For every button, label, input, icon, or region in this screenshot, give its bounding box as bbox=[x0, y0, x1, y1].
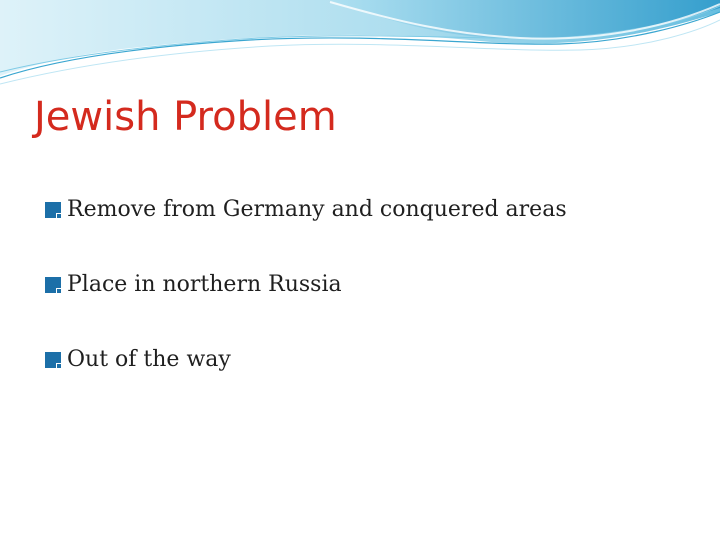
q-square-bullet-icon bbox=[44, 192, 66, 228]
bullet-text: Out of the way bbox=[67, 347, 231, 372]
bullet-list bbox=[44, 192, 567, 417]
slide-title: Jewish Problem bbox=[34, 94, 337, 140]
bullet-item bbox=[44, 342, 567, 417]
bullet-item bbox=[44, 192, 567, 267]
bullet-item bbox=[44, 267, 567, 342]
bullet-text: Remove from Germany and conquered areas bbox=[67, 197, 567, 222]
q-square-bullet-icon bbox=[44, 267, 66, 303]
q-square-bullet-icon bbox=[44, 342, 66, 378]
bullet-text: Place in northern Russia bbox=[67, 272, 342, 297]
